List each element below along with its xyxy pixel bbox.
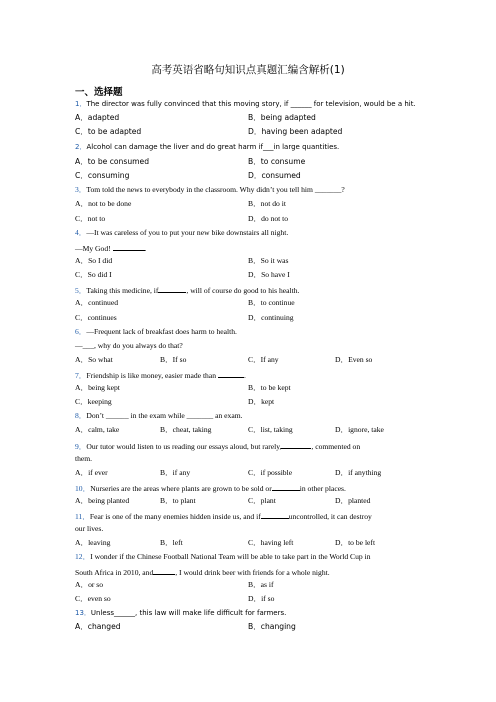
option-b[interactable]: B．cheat, taking [160, 425, 212, 434]
answer-blank [113, 242, 145, 251]
question-text-cont: in other places. [299, 484, 346, 493]
option-a[interactable]: A．calm, take [75, 425, 120, 434]
option-c[interactable]: C．having left [248, 538, 294, 547]
question-text-line2: them. [75, 454, 93, 463]
option-a[interactable]: A．continued [75, 298, 119, 307]
option-a[interactable]: A．being planted [75, 496, 130, 505]
option-a[interactable]: A．if ever [75, 468, 108, 477]
question-text: Our tutor would listen to us reading our essays aloud, but rarely, [86, 442, 282, 451]
option-b[interactable]: B．changing [248, 622, 296, 631]
question-text-line2: —___, why do you always do that? [75, 341, 183, 350]
question-number: 3． [75, 185, 87, 194]
option-c[interactable]: C．continues [75, 313, 117, 322]
question-text-cont: uncontrolled, it can destroy [288, 512, 372, 521]
question-text: Nurseries are the areas where plants are grown to be sold or [90, 484, 272, 493]
option-c[interactable]: C．list, taking [248, 425, 293, 434]
question-3 [75, 185, 345, 195]
option-d[interactable]: D．planted [335, 496, 371, 505]
question-number: 4． [75, 228, 87, 237]
option-b[interactable]: B．to consume [248, 157, 306, 166]
question-number: 11． [75, 512, 90, 521]
option-d[interactable]: D．continuing [248, 313, 294, 322]
option-d[interactable]: D．to be left [335, 538, 376, 547]
option-c[interactable]: C．So did I [75, 270, 112, 279]
question-4 [75, 228, 288, 238]
option-d[interactable]: D．if anything [335, 468, 382, 477]
option-c[interactable]: C．keeping [75, 397, 112, 406]
option-d[interactable]: D．if so [248, 594, 275, 603]
question-text-line2-cont: , I would drink beer with friends for a whole night. [175, 568, 330, 577]
option-b[interactable]: B．If so [160, 355, 187, 364]
question-13 [75, 608, 286, 618]
section-heading: 一、选择题 [75, 87, 123, 98]
question-1 [75, 99, 416, 109]
option-a[interactable]: A．So what [75, 355, 113, 364]
question-9-cont [75, 454, 92, 464]
question-6 [75, 327, 237, 337]
option-a[interactable]: A．to be consumed [75, 157, 150, 166]
question-text: I wonder if the Chinese Football National Team will be able to take part in the World Cup in [90, 552, 371, 561]
option-a[interactable]: A．adapted [75, 113, 120, 122]
question-11-cont [75, 524, 103, 534]
option-c[interactable]: C．consuming [75, 171, 130, 180]
page-title: 高考英语省略句知识点真题汇编含解析(1) [151, 64, 345, 76]
question-text: —Frequent lack of breakfast does harm to health. [86, 327, 237, 336]
question-number: 13． [75, 609, 91, 617]
answer-blank [218, 369, 244, 378]
question-number: 8． [75, 411, 87, 420]
option-c[interactable]: C．plant [248, 496, 276, 505]
option-a[interactable]: A．leaving [75, 538, 111, 547]
question-text-line2: —My God! [75, 244, 111, 253]
option-a[interactable]: A．changed [75, 622, 121, 631]
question-text: Alcohol can damage the liver and do great harm if___in large quantities. [86, 143, 340, 151]
question-8 [75, 411, 243, 421]
option-b[interactable]: B．to continue [248, 298, 295, 307]
question-text: —It was careless of you to put your new bike downstairs all night. [86, 228, 289, 237]
question-5 [75, 284, 299, 296]
question-number: 7． [75, 371, 87, 380]
option-c[interactable]: C．if possible [248, 468, 293, 477]
question-6-reply [75, 341, 183, 351]
answer-blank [153, 566, 175, 575]
option-b[interactable]: B．to plant [160, 496, 196, 505]
question-text: Unless______, this law will make life difficult for farmers. [90, 609, 287, 617]
option-d[interactable]: D．do not to [248, 214, 289, 223]
question-text: Tom told the news to everybody in the classroom. Why didn’t you tell him _______? [86, 185, 345, 194]
option-d[interactable]: D．Even so [335, 355, 373, 364]
question-text-cont: , commented on [311, 442, 361, 451]
question-7: 7．Friendship is like money, easier made than . [75, 371, 246, 380]
answer-blank [261, 510, 289, 519]
question-text: The director was fully convinced that this moving story, if ______ for television, would be a hit. [86, 100, 416, 108]
option-b[interactable]: B．not do it [248, 199, 286, 208]
option-b[interactable]: B．to be kept [248, 383, 291, 392]
question-2 [75, 142, 339, 152]
option-a[interactable]: A．being kept [75, 383, 120, 392]
question-12-cont [75, 566, 330, 578]
option-b[interactable]: B．So it was [248, 256, 289, 265]
option-d[interactable]: D．So have I [248, 270, 290, 279]
question-10 [75, 482, 346, 494]
answer-blank [281, 440, 311, 449]
question-text: Taking this medicine, if [86, 286, 159, 295]
question-number: 12． [75, 552, 91, 561]
question-text-line2: South Africa in 2010, and [75, 568, 154, 577]
option-c[interactable]: C．even so [75, 594, 111, 603]
question-11 [75, 510, 372, 522]
question-text-cont: , will of course do good to his health. [186, 286, 300, 295]
option-b[interactable]: B．as if [248, 580, 274, 589]
option-d[interactable]: D．having been adapted [248, 127, 343, 136]
question-12 [75, 552, 371, 562]
question-number: 9． [75, 442, 87, 451]
option-d[interactable]: D．consumed [248, 171, 301, 180]
question-number: 2． [75, 143, 87, 151]
question-text: Don’t ______ in the exam while _______ an exam. [86, 411, 243, 420]
option-a[interactable]: A．or so [75, 580, 104, 589]
question-text-line2: our lives. [75, 524, 104, 533]
question-text: Friendship is like money, easier made than [86, 371, 217, 380]
option-b[interactable]: B．being adapted [248, 113, 316, 122]
option-c[interactable]: C．not to [75, 214, 106, 223]
question-number: 6． [75, 327, 87, 336]
option-d[interactable]: D．ignore, take [335, 425, 384, 434]
question-9 [75, 440, 360, 452]
question-number: 5． [75, 286, 87, 295]
question-text: Fear is one of the many enemies hidden inside us, and if [89, 512, 261, 521]
answer-blank [158, 284, 186, 293]
option-c[interactable]: C．to be adapted [75, 127, 142, 136]
question-number: 10． [75, 484, 91, 493]
question-number: 1． [75, 100, 87, 108]
question-4-reply: —My God! . [75, 244, 147, 253]
option-a[interactable]: A．not to be done [75, 199, 132, 208]
option-b[interactable]: B．if any [160, 468, 191, 477]
option-c[interactable]: C．If any [248, 355, 279, 364]
option-b[interactable]: B．left [160, 538, 183, 547]
option-a[interactable]: A．So I did [75, 256, 113, 265]
answer-blank [272, 482, 300, 491]
option-d[interactable]: D．kept [248, 397, 275, 406]
